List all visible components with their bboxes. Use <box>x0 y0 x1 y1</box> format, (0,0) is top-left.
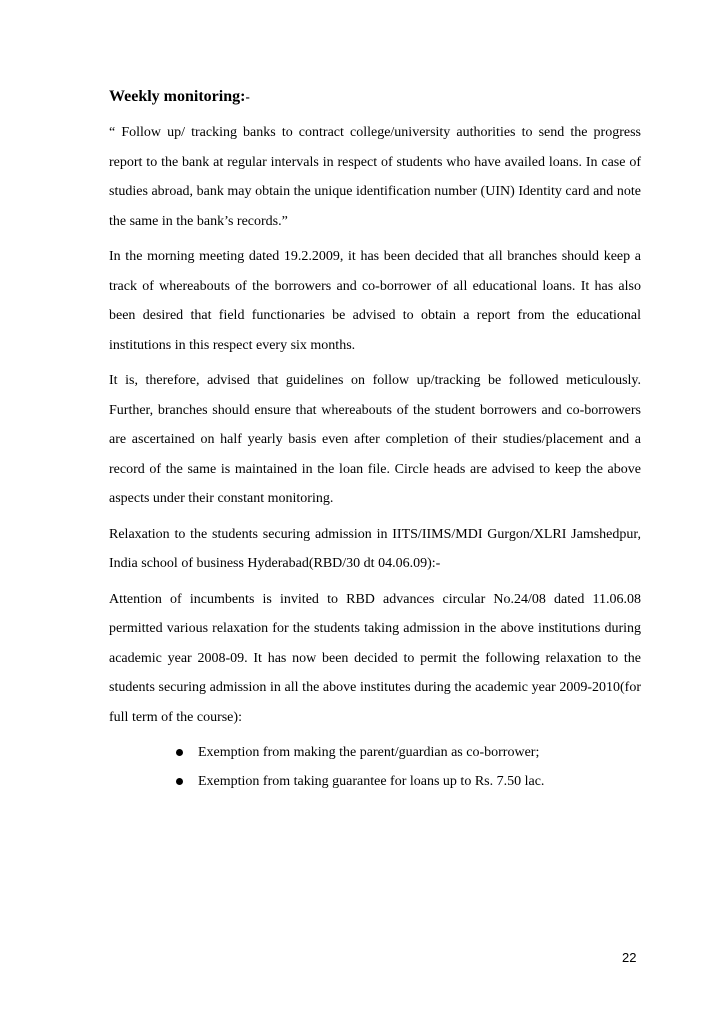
section-heading-title: Weekly monitoring: <box>109 88 246 105</box>
list-item <box>176 767 641 796</box>
section-heading <box>109 84 641 110</box>
paragraph-follow-up-quote: “ Follow up/ tracking banks to contract college/university authorities to send the progress report to the bank at regular intervals in respect of students who have availed loans. In case of studies abroad, bank may obtain the unique identification number (UIN) Identity card and note the same in the bank’s records.” <box>109 125 641 229</box>
section-heading-suffix: - <box>245 89 250 104</box>
paragraph-morning-meeting: In the morning meeting dated 19.2.2009, it has been decided that all branches should keep a track of whereabouts of the borrowers and co-borrower of all educational loans. It has also been desired that field functionaries be advised to obtain a report from the educational institutions in this respect every six months. <box>109 249 641 353</box>
paragraph-relaxation-heading: Relaxation to the students securing admission in IITS/IIMS/MDI Gurgon/XLRI Jamshedpur, India school of business Hyderabad(RBD/30 dt 04.06.09):- <box>109 526 641 571</box>
list-item <box>176 738 641 767</box>
paragraph-circular-attention: Attention of incumbents is invited to RBD advances circular No.24/08 dated 11.06.08 permitted various relaxation for the students taking admission in the above institutions during academic year 2008-09. It has now been decided to permit the following relaxation to the students securing admission in all the above institutes during the academic year 2009-2010(for full term of the course): <box>109 591 641 725</box>
document-body <box>109 84 641 796</box>
list-item-text: Exemption from making the parent/guardian as co-borrower; <box>198 745 540 760</box>
relaxation-bullet-list <box>109 738 641 796</box>
list-item-text: Exemption from taking guarantee for loans up to Rs. 7.50 lac. <box>198 774 545 789</box>
bullet-icon <box>176 749 183 756</box>
page-number: 22 <box>622 950 637 965</box>
paragraph-guidelines-advice: It is, therefore, advised that guidelines on follow up/tracking be followed meticulously. Further, branches should ensure that whereabouts of the student borrowers and co-borrowers are ascertained on half yearly basis even after completion of their studies/placement and a record of the same is maintained in the loan file. Circle heads are advised to keep the above aspects under their constant monitoring. <box>109 373 641 506</box>
bullet-icon <box>176 778 183 785</box>
